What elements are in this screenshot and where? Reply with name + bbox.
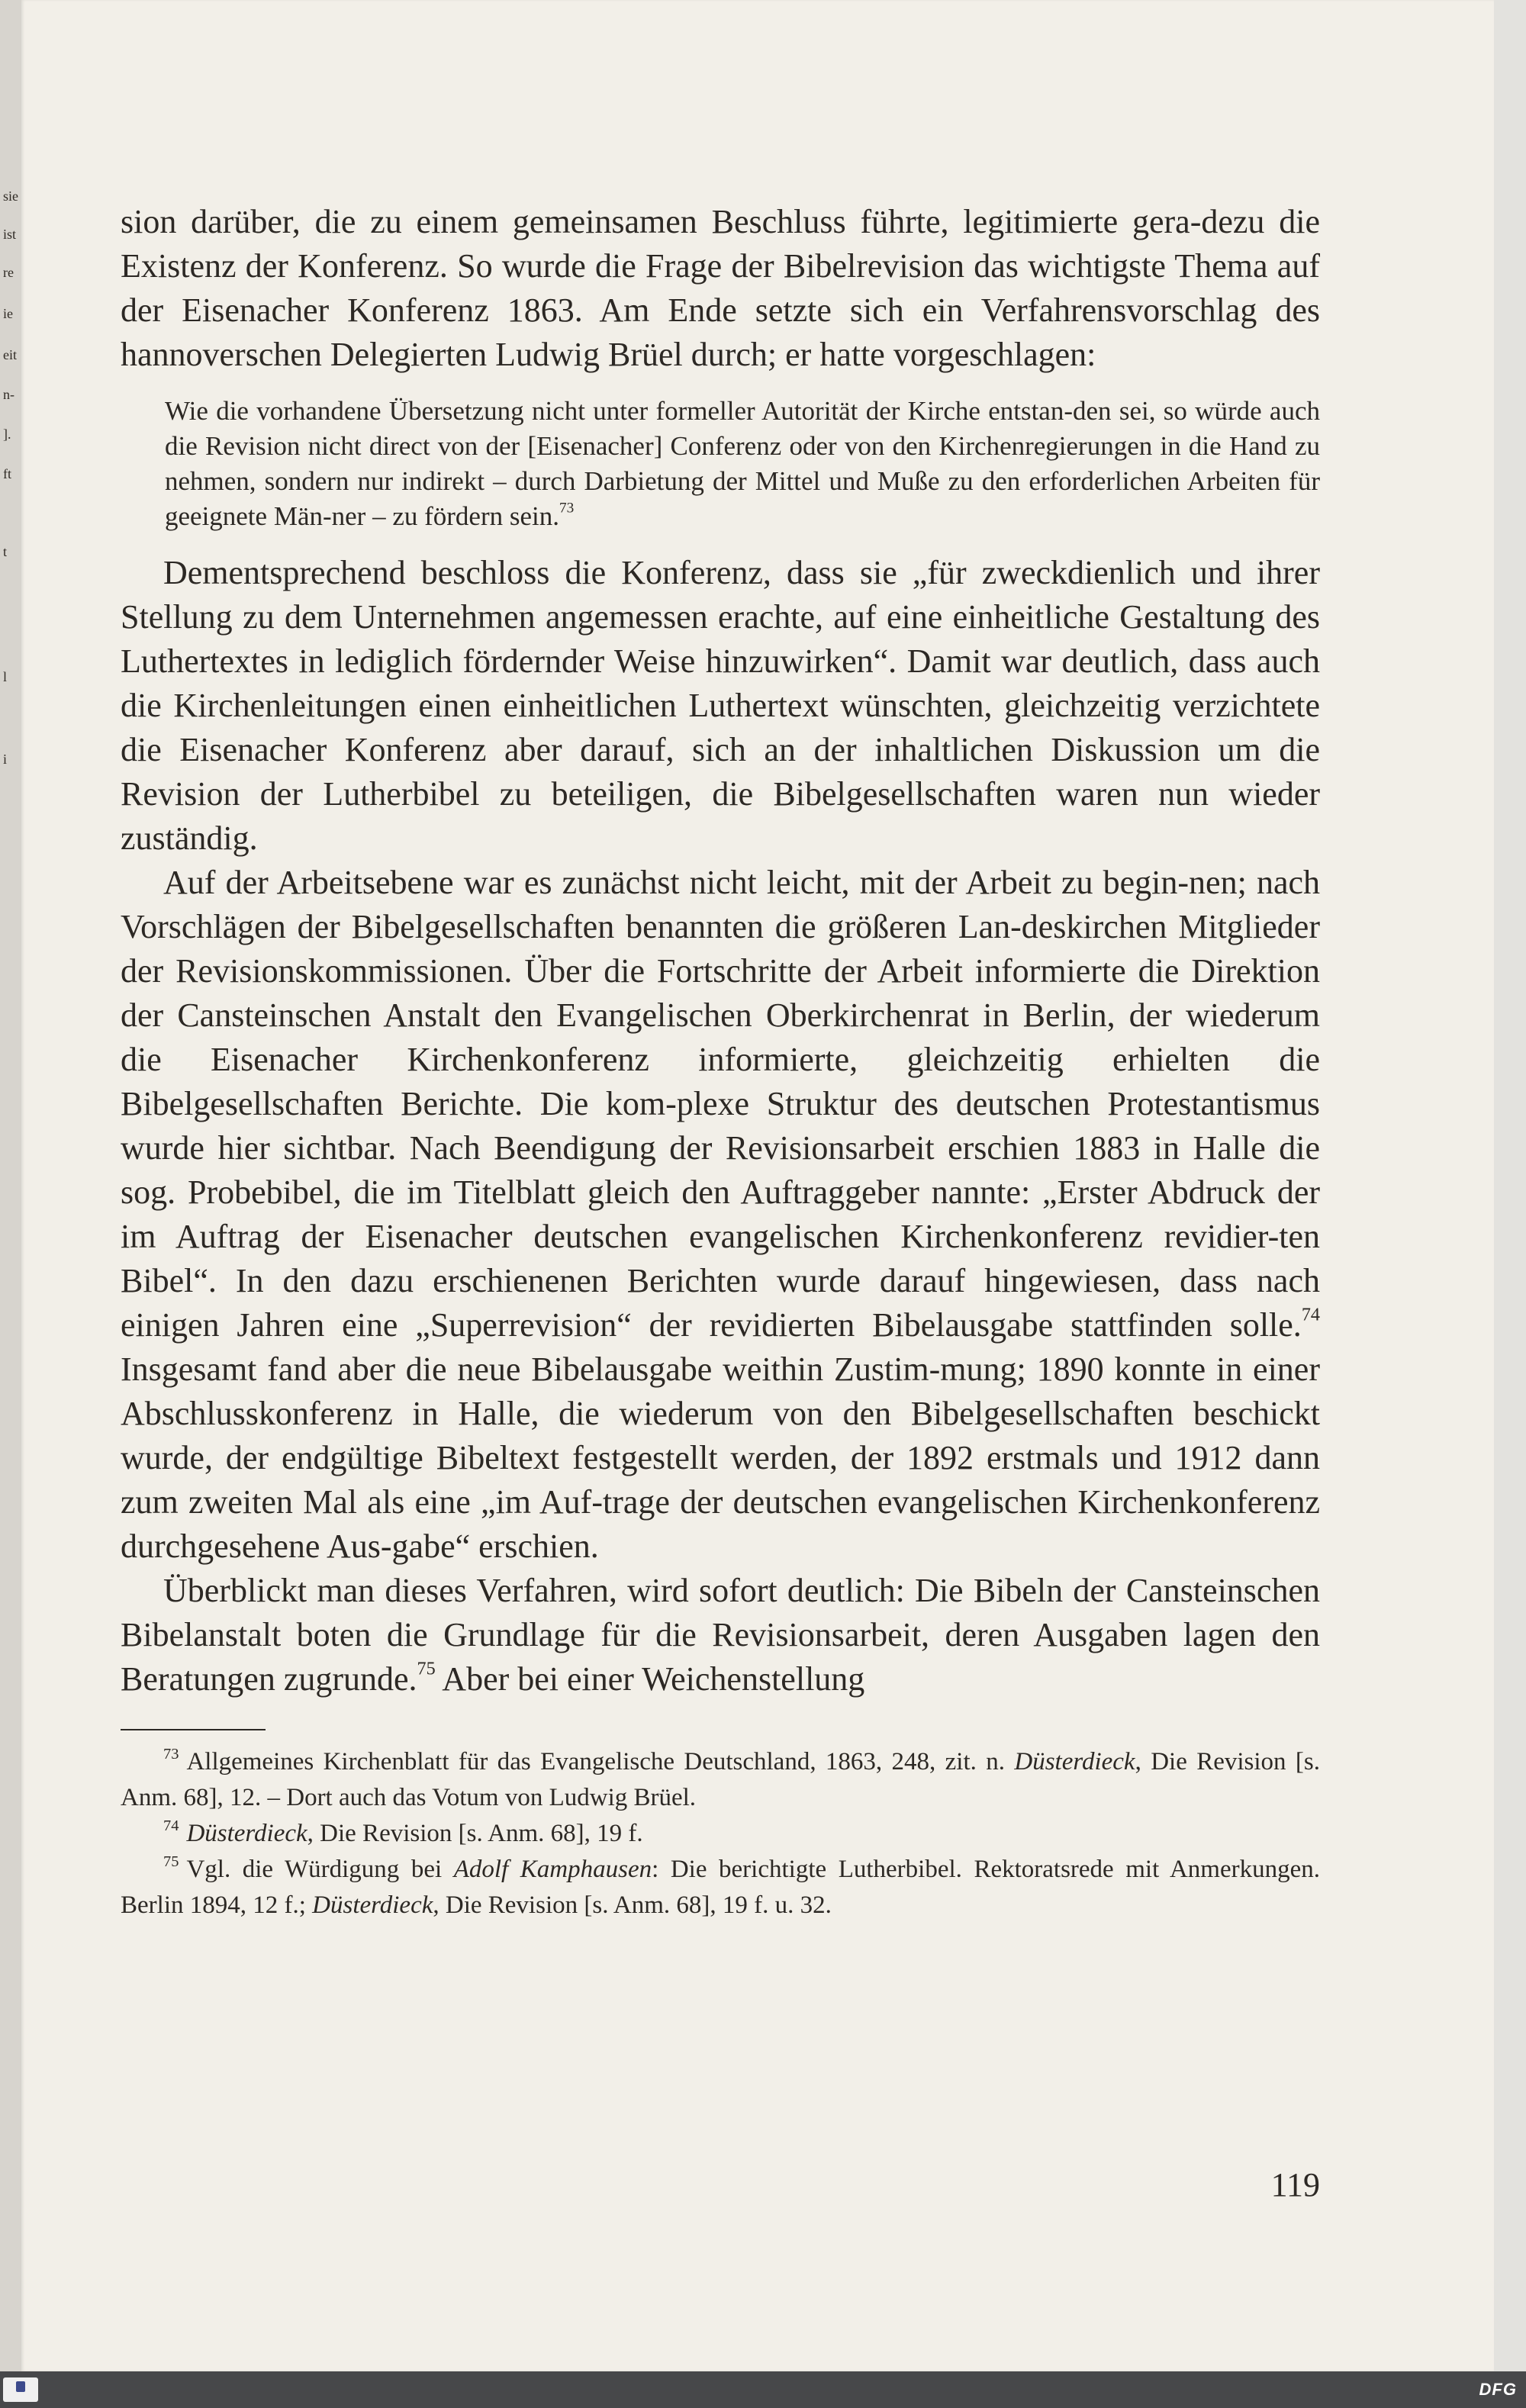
margin-fragment: n-: [3, 387, 14, 402]
margin-fragment: eit: [3, 347, 17, 362]
footnote-number: 73: [163, 1745, 179, 1763]
paragraph-4-text-cont: Aber bei einer Weichenstellung: [435, 1660, 865, 1698]
page-background-edge: [1494, 0, 1526, 2371]
dfg-logo: DFG: [1479, 2380, 1517, 2399]
margin-fragment: ist: [3, 227, 17, 242]
margin-fragment: l: [3, 669, 8, 684]
crest-icon: [16, 2381, 25, 2392]
footnote-text: , Die Revision [s. Anm. 68], 19 f.: [307, 1820, 643, 1847]
paragraph-3: [121, 861, 1320, 1569]
footnote-ref-73: 73: [559, 500, 575, 517]
footnote-74: [121, 1816, 1320, 1852]
paragraph-4-text: Überblickt man dieses Verfahren, wird sofort deutlich: Die Bibeln der Cansteinschen Bibelanstalt boten die Grundlage für die Revisionsarbeit, deren Ausgaben lagen den Beratungen zugrunde.: [121, 1572, 1320, 1698]
footnote-text: Vgl. die Würdigung bei: [186, 1856, 454, 1883]
footnote-text: , Die Revision [s. Anm. 68], 12. – Dort auch das Votum von Ludwig Brüel.: [121, 1748, 1320, 1811]
margin-fragment: sie: [3, 188, 18, 204]
footnote-ref-75: 75: [417, 1658, 436, 1679]
adjacent-page-strip: [0, 0, 23, 2371]
block-quote: [165, 394, 1320, 534]
footnote-number: 75: [163, 1853, 179, 1870]
footnote-author: Düsterdieck: [312, 1891, 433, 1919]
paragraph-1: sion darüber, die zu einem gemeinsamen Beschluss führte, legitimierte gera-dezu die Existenz der Konferenz. So wurde die Frage der Bibelrevision das wichtigste Thema auf der Eisenacher Konferenz 1863. Am Ende setzte sich ein Verfahrensvorschlag des hannoverschen Delegierten Ludwig Brüel durch; er hatte vorgeschlagen:: [121, 203, 1320, 373]
footnote-author: Düsterdieck: [1014, 1748, 1135, 1775]
paragraph-3-text: Auf der Arbeitsebene war es zunächst nicht leicht, mit der Arbeit zu begin-nen; nach Vorschlägen der Bibelgesellschaften benannten die größeren Lan-deskirchen Mitglieder der Revisionskommissionen. Über die Fortschritte der Arbeit informierte die Direktion der Cansteinschen Anstalt den Evangelischen Oberkirchenrat in Berlin, der wiederum die Eisenacher Kirchenkonferenz informierte, gleichzeitig erhielten die Bibelgesellschaften Berichte. Die kom-plexe Struktur des deutschen Protestantismus wurde hier sichtbar. Nach Beendigung der Revisionsarbeit erschien 1883 in Halle die sog. Probebibel, die im Titelblatt gleich den Auftraggeber nannte: „Erster Abdruck der im Auftrag der Eisenacher deutschen evangelischen Kirchenkonferenz revidier-ten Bibel“. In den dazu erschienenen Berichten wurde darauf hingewiesen, dass nach einigen Jahren eine „Superrevision“ der revidierten Bibelausgabe stattfinden solle.: [121, 864, 1320, 1344]
block-quote-text: Wie die vorhandene Übersetzung nicht unter formeller Autorität der Kirche entstan-den sei, so würde auch die Revision nicht direct von der [Eisenacher] Conferenz oder von den Kirchenregierungen in die Hand zu nehmen, sondern nur indirekt – durch Darbietung der Mittel und Muße zu den erforderlichen Arbeiten für geeignete Män-ner – zu fördern sein.: [165, 396, 1320, 531]
page-content: [121, 200, 1320, 1924]
paragraph-2: Dementsprechend beschloss die Konferenz, dass sie „für zweckdienlich und ihrer Stellung zu dem Unternehmen angemessen erachte, auf eine einheitliche Gestaltung des Luthertextes in lediglich fördernder Weise hinzuwirken“. Damit war deutlich, dass auch die Kirchenleitungen einen einheitlichen Luthertext wünschten, gleichzeitig verzichtete die Eisenacher Konferenz aber darauf, sich an der inhaltlichen Diskussion um die Revision der Lutherbibel zu beteiligen, die Bibelgesellschaften waren nun wieder zuständig.: [121, 554, 1320, 857]
margin-fragment: t: [3, 544, 8, 559]
page-number: 119: [1270, 2166, 1320, 2204]
paragraph-4: [121, 1569, 1320, 1701]
footnote-73: [121, 1744, 1320, 1816]
library-logo-icon: [3, 2377, 38, 2402]
footnote-75: [121, 1852, 1320, 1924]
footnote-text: , Die Revision [s. Anm. 68], 19 f. u. 32.: [433, 1891, 832, 1919]
footnote-number: 74: [163, 1817, 179, 1834]
footnote-ref-74: 74: [1301, 1304, 1320, 1325]
paragraph-3-text-cont: Insgesamt fand aber die neue Bibelausgabe weithin Zustim-mung; 1890 konnte in einer Abschlusskonferenz in Halle, die wiederum von den Bibelgesellschaften beschickt wurde, der endgültige Bibeltext festgestellt werden, der 1892 erstmals und 1912 dann zum zweiten Mal als eine „im Auf-trage der deutschen evangelischen Kirchenkonferenz durchgesehene Aus-gabe“ erschien.: [121, 1350, 1320, 1565]
margin-fragment: re: [3, 265, 14, 280]
footnote-text: : Die berichtigte Lutherbibel. Rektoratsrede mit Anmerkungen. Berlin 1894, 12 f.;: [121, 1856, 1321, 1919]
footnote-author: Adolf Kamphausen: [453, 1856, 652, 1883]
footnote-author: Düsterdieck: [186, 1820, 307, 1847]
margin-fragment: ie: [3, 306, 13, 321]
margin-fragment: ].: [3, 427, 11, 442]
footnote-text: Allgemeines Kirchenblatt für das Evangelische Deutschland, 1863, 248, zit. n.: [186, 1748, 1015, 1775]
margin-fragment: i: [3, 752, 8, 767]
footnote-divider: [121, 1729, 266, 1730]
viewer-footer-bar: [0, 2371, 1526, 2408]
margin-fragment: ft: [3, 466, 11, 481]
